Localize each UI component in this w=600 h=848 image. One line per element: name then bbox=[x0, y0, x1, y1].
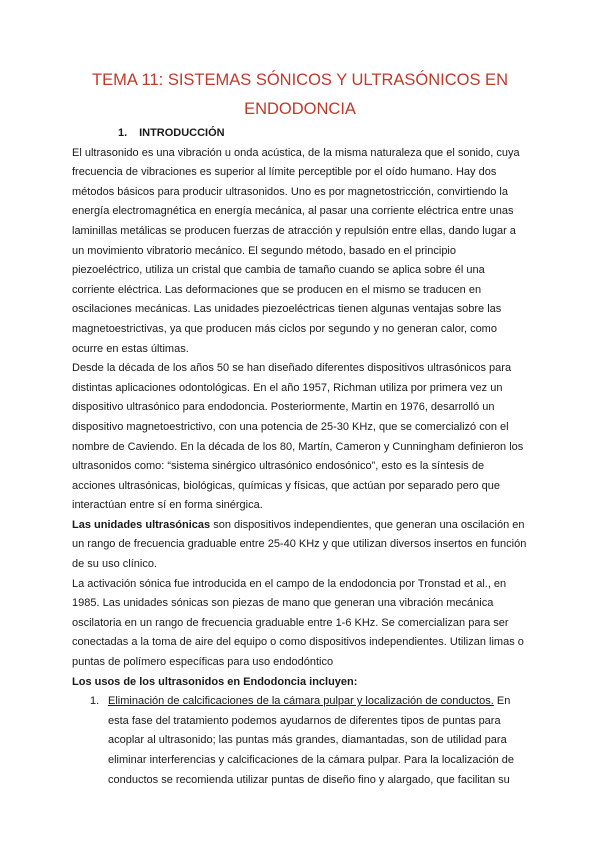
ultrasonic-units-term: Las unidades ultrasónicas bbox=[72, 518, 211, 531]
section-number: 1. bbox=[118, 127, 128, 139]
uses-list bbox=[72, 692, 528, 790]
ultrasonic-units-text: son dispositivos independientes, que generan una oscilación en un rango de frecuencia graduable entre 25-40 KHz y que utilizan diversos insertos en función de su uso clínico. bbox=[72, 518, 527, 571]
section-heading bbox=[72, 124, 528, 144]
section-title: INTRODUCCIÓN bbox=[139, 127, 225, 139]
paragraph-sonic-activation: La activación sónica fue introducida en el campo de la endodoncia por Tronstad et al., en 1985. Las unidades sónicas son piezas de mano que generan una vibración mecánica oscilatoria en un rango de frecuencia graduable entre 1-6 KHz. Se comercializan para ser conectadas a la toma de aire del equipo o como dispositivos independientes. Utilizan limas o puntas de polímero específicas para uso endodóntico bbox=[72, 577, 524, 669]
paragraph-ultrasonic-units bbox=[72, 516, 528, 575]
list-item-title: Eliminación de calcificaciones de la cámara pulpar y localización de conductos. bbox=[108, 695, 494, 708]
document-body bbox=[72, 124, 528, 790]
document-title: TEMA 11: SISTEMAS SÓNICOS Y ULTRASÓNICOS EN ENDODONCIA bbox=[92, 71, 508, 118]
list-marker: 1. bbox=[90, 695, 100, 708]
list-item bbox=[72, 692, 528, 790]
paragraph-history: Desde la década de los años 50 se han diseñado diferentes dispositivos ultrasónicos para distintas aplicaciones odontológicas. En el año 1957, Richman utiliza por primera vez un dispositivo ultrasónico para endodoncia. Posteriormente, Martin en 1976, desarrolló un dispositivo magnetoestrictivo, con una potencia de 25-30 KHz, que se comercializó con el nombre de Caviendo. En la década de los 80, Martín, Cameron y Cunningham definieron los ultrasonidos como: “sistema sinérgico ultrasónico endosónico”, esto es la síntesis de acciones ultrasónicas, biológicas, químicas y físicas, que actúan por separado pero que interactúan entre sí en forma sinérgica. bbox=[72, 362, 524, 512]
uses-heading: Los usos de los ultrasonidos en Endodoncia incluyen: bbox=[72, 675, 358, 688]
list-item-text: En esta fase del tratamiento podemos ayudarnos de diferentes tipos de puntas para acoplar al ultrasonido; las puntas más grandes, diamantadas, son de utilidad para eliminar interferencias y calcificaciones de la cámara pulpar. Para la localización de conductos se recomienda utilizar puntas de diseño fino y alargado, que facilitan su bbox=[108, 695, 514, 786]
paragraph-ultrasound-definition: El ultrasonido es una vibración u onda acústica, de la misma naturaleza que el sonido, cuya frecuencia de vibraciones es superior al límite perceptible por el oído humano. Hay dos métodos básicos para producir ultrasonidos. Uno es por magnetostricción, convirtiendo la energía electromagnética en energía mecánica, al pasar una corriente eléctrica entre unas laminillas metálicas se producen fuerzas de atracción y repulsión entre ellas, dando lugar a un movimiento vibratorio mecánico. El segundo método, basado en el principio piezoeléctrico, utiliza un cristal que cambia de tamaño cuando se aplica sobre él una corriente eléctrica. Las deformaciones que se producen en el mismo se traducen en oscilaciones mecánicas. Las unidades piezoeléctricas tienen algunas ventajas sobre las magnetoestrictivas, ya que producen más ciclos por segundo y no generan calor, como ocurre en estas últimas. bbox=[72, 146, 520, 355]
